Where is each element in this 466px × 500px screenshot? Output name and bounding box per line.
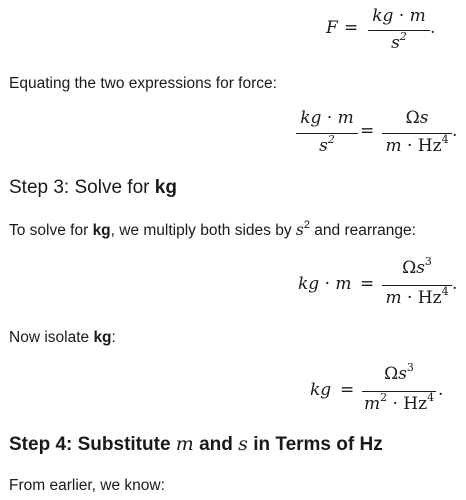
paragraph-solve-for-kg: To solve for kg, we multiply both sides by $s^2$ and rearrange: <box>9 218 416 239</box>
equation-force-definition <box>318 0 448 60</box>
eq4-equals: = <box>340 380 355 400</box>
eq2-left-fraction-bar <box>296 133 358 134</box>
equation-equating-forces <box>296 104 460 164</box>
heading-step-3: Step 3: Solve for kg <box>9 177 177 198</box>
eq4-denominator: $m^2 \cdot Hz^4$ <box>363 391 435 414</box>
eq4-lhs: kg <box>310 380 332 400</box>
eq3-fraction <box>382 255 452 312</box>
eq2-right-denominator: $m \cdot Hz^4$ <box>385 133 449 156</box>
eq3-denominator: $m \cdot Hz^4$ <box>385 285 449 308</box>
paragraph-equating: Equating the two expressions for force: <box>9 75 277 92</box>
eq2-left-denominator: $s^2$ <box>319 133 335 156</box>
eq2-period: . <box>452 121 458 141</box>
eq2-right-numerator: Ωs <box>405 108 429 128</box>
eq1-lhs: F <box>326 18 338 38</box>
eq1-numerator: kg · m <box>372 6 426 26</box>
eq2-equals: = <box>360 121 375 141</box>
eq3-equals: = <box>360 274 375 294</box>
eq3-period: . <box>452 274 458 294</box>
paragraph-from-earlier: From earlier, we know: <box>9 477 165 494</box>
eq4-period: . <box>438 380 444 400</box>
eq4-numerator: $\Omega s^3$ <box>384 361 414 384</box>
equation-kg-isolated <box>310 360 458 422</box>
eq1-fraction <box>368 6 430 56</box>
eq1-denominator: $s^2$ <box>391 30 407 53</box>
eq4-fraction <box>362 361 436 418</box>
equation-kg-times-m <box>298 254 458 316</box>
eq2-left-fraction <box>296 108 358 160</box>
eq3-numerator: $\Omega s^3$ <box>402 255 432 278</box>
heading-step-4: Step 4: Substitute m and s in Terms of Hz <box>9 433 383 455</box>
eq1-fraction-bar <box>368 30 430 31</box>
eq1-equals: = <box>344 18 359 38</box>
eq1-period: . <box>430 18 436 38</box>
eq2-right-fraction <box>382 108 452 160</box>
eq4-fraction-bar <box>362 391 436 392</box>
eq3-lhs: kg · m <box>298 274 352 294</box>
eq2-left-numerator: kg · m <box>300 108 354 128</box>
paragraph-isolate-kg: Now isolate kg: <box>9 329 116 346</box>
